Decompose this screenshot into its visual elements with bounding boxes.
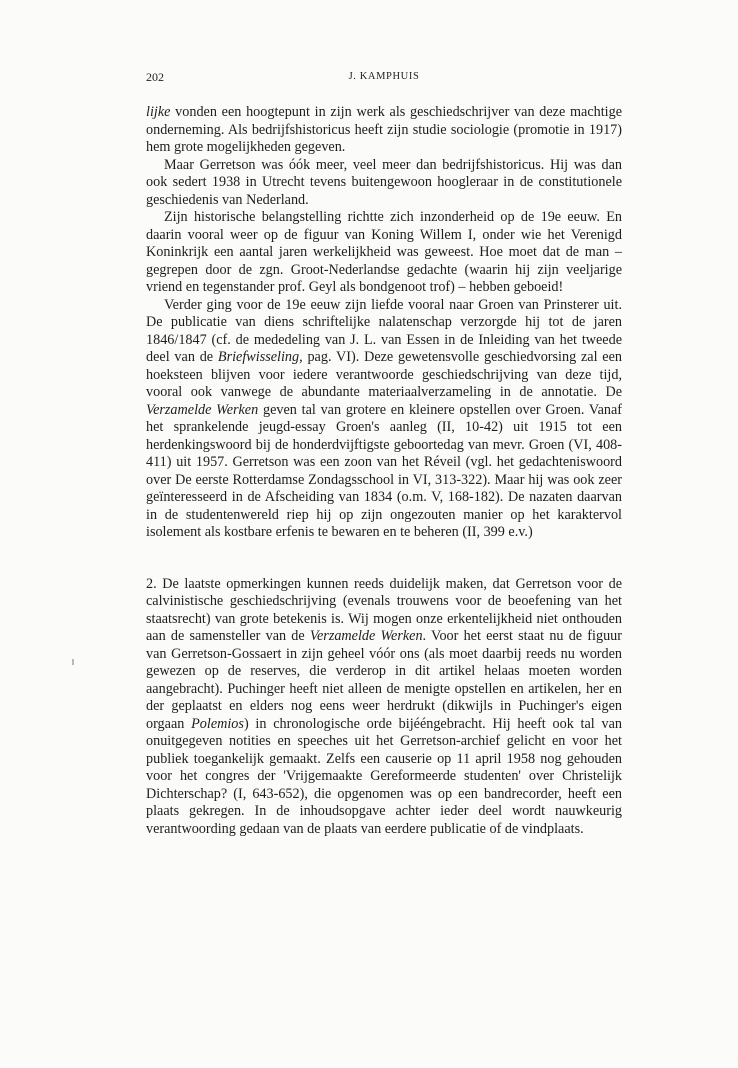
paragraph-4-title-verzamelde-werken: Verzamelde Werken [146, 401, 259, 418]
paragraph-2: Maar Gerretson was óók meer, veel meer dan bedrijfshistoricus. Hij was dan ook sedert 1938 in Utrecht tevens buitengewoon hoogleraar in de constitutionele geschiedenis van Nederland. [146, 156, 622, 208]
margin-mark [72, 659, 74, 665]
running-head: J. KAMPHUIS [348, 71, 420, 82]
paragraph-4-title-briefwisseling: Briefwisseling [217, 349, 300, 365]
section-2-title-verzamelde-werken: Verzamelde Werken [309, 628, 423, 644]
section-2-text-c: . Voor het eerst staat nu de figuur van Gerretson-Gossaert in zijn geheel vóór ons (als moet daarbij reeds nu worden gewezen op de reserves, die verderop in dit artikel helaas moeten worden aangebracht). Puchinger heeft niet alleen de menigte opstellen en artikelen, her en der geplaatst en elders nog eens weer herdrukt (dikwijls in Puchinger's eigen orgaan [146, 628, 622, 732]
page-header [146, 70, 622, 88]
section-2-text-e: ) in chronologische orde bijééngebracht. Hij heeft ook tal van onuitgegeven notities en speeches uit het Gerretson-archief gelicht en voor het publiek toegankelijk gemaakt. Zelfs een causerie op 11 april 1958 nog gehouden voor het congres der 'Vrijgemaakte Gereformeerde studenten' over Christelijk Dichterschap? (I, 643-652), die opgenomen was op een bandrecorder, heeft een plaats gekregen. In de inhoudsopgave achter ieder deel wordt nauwkeurig verantwoording gedaan van de plaats van eerdere publicatie of de vindplaats. [146, 715, 622, 837]
section-2-text-a: 2. De laatste opmerkingen kunnen reeds duidelijk maken, dat Gerretson voor de calvinistische geschiedschrijving (evenals trouwens voor de beoefening van het staatsrecht) van grote betekenis is. Wij mogen onze erkentelijkheid niet onthouden aan de samensteller van de [146, 575, 622, 644]
paragraph-4-text-e: geven tal van grotere en kleinere opstellen over Groen. Vanaf het sprankelende jeugd-essay Groen's aanleg (II, 10-42) uit 1915 tot een herdenkingswoord bij de honderdvijftigste geboortedag van mevr. Groen (VI, 408-411) uit 1957. Gerretson was een zoon van het Réveil (vgl. het gedachteniswoord over De eerste Rotterdamse Zondagsschool in VI, 313-322). Maar hij was ook zeer geïnteresseerd in de Afscheiding van 1834 (o.m. V, 168-182). De nazaten daarvan in de studentenwereld riep hij op zijn ongezouten manier op het karaktervol isolement als kostbare erfenis te bewaren en te beheren (II, 399 e.v.) [146, 401, 622, 540]
paragraph-1 [146, 104, 622, 157]
paragraph-4-text-c: , pag. VI). Deze gewetensvolle geschiedvorsing zal een hoeksteen blijven voor iedere verantwoorde geschiedschrijving van deze tijd, vooral ook vanwege de abundante materiaalverzameling in de annotatie. De [146, 349, 622, 400]
paragraph-1-text: vonden een hoogtepunt in zijn werk als geschiedschrijver van deze machtige onderneming. Als bedrijfshistoricus heeft zijn studie sociologie (promotie in 1917) hem grote mogelijkheden gegeven. [146, 104, 622, 155]
paragraph-4-text-a: Verder ging voor de 19e eeuw zijn liefde vooral naar Groen van Prinsterer uit. De publicatie van diens schriftelijke nalatenschap verzorgde hij tot de jaren 1846/1847 (cf. de mededeling van J. L. van Essen in de Inleiding van het tweede deel van de [146, 296, 622, 365]
section-2-title-polemios: Polemios [191, 715, 244, 732]
paragraph-1-italic: lijke [146, 104, 171, 120]
paragraph-3: Zijn historische belangstelling richtte zich inzonderheid op de 19e eeuw. En daarin vooral weer op de figuur van Koning Willem I, onder wie het Verenigd Koninkrijk een aantal jaren werkelijkheid was geweest. Hoe moet dat de man – gegrepen door de zgn. Groot-Nederlandse gedachte (waarin hij zijn veeljarige vriend en tegenstander prof. Geyl als bondgenoot trof) – hebben geboeid! [146, 209, 622, 295]
body-text [146, 104, 622, 838]
section-2-paragraph [146, 576, 622, 839]
page-number: 202 [146, 70, 164, 84]
paragraph-4 [146, 297, 622, 542]
